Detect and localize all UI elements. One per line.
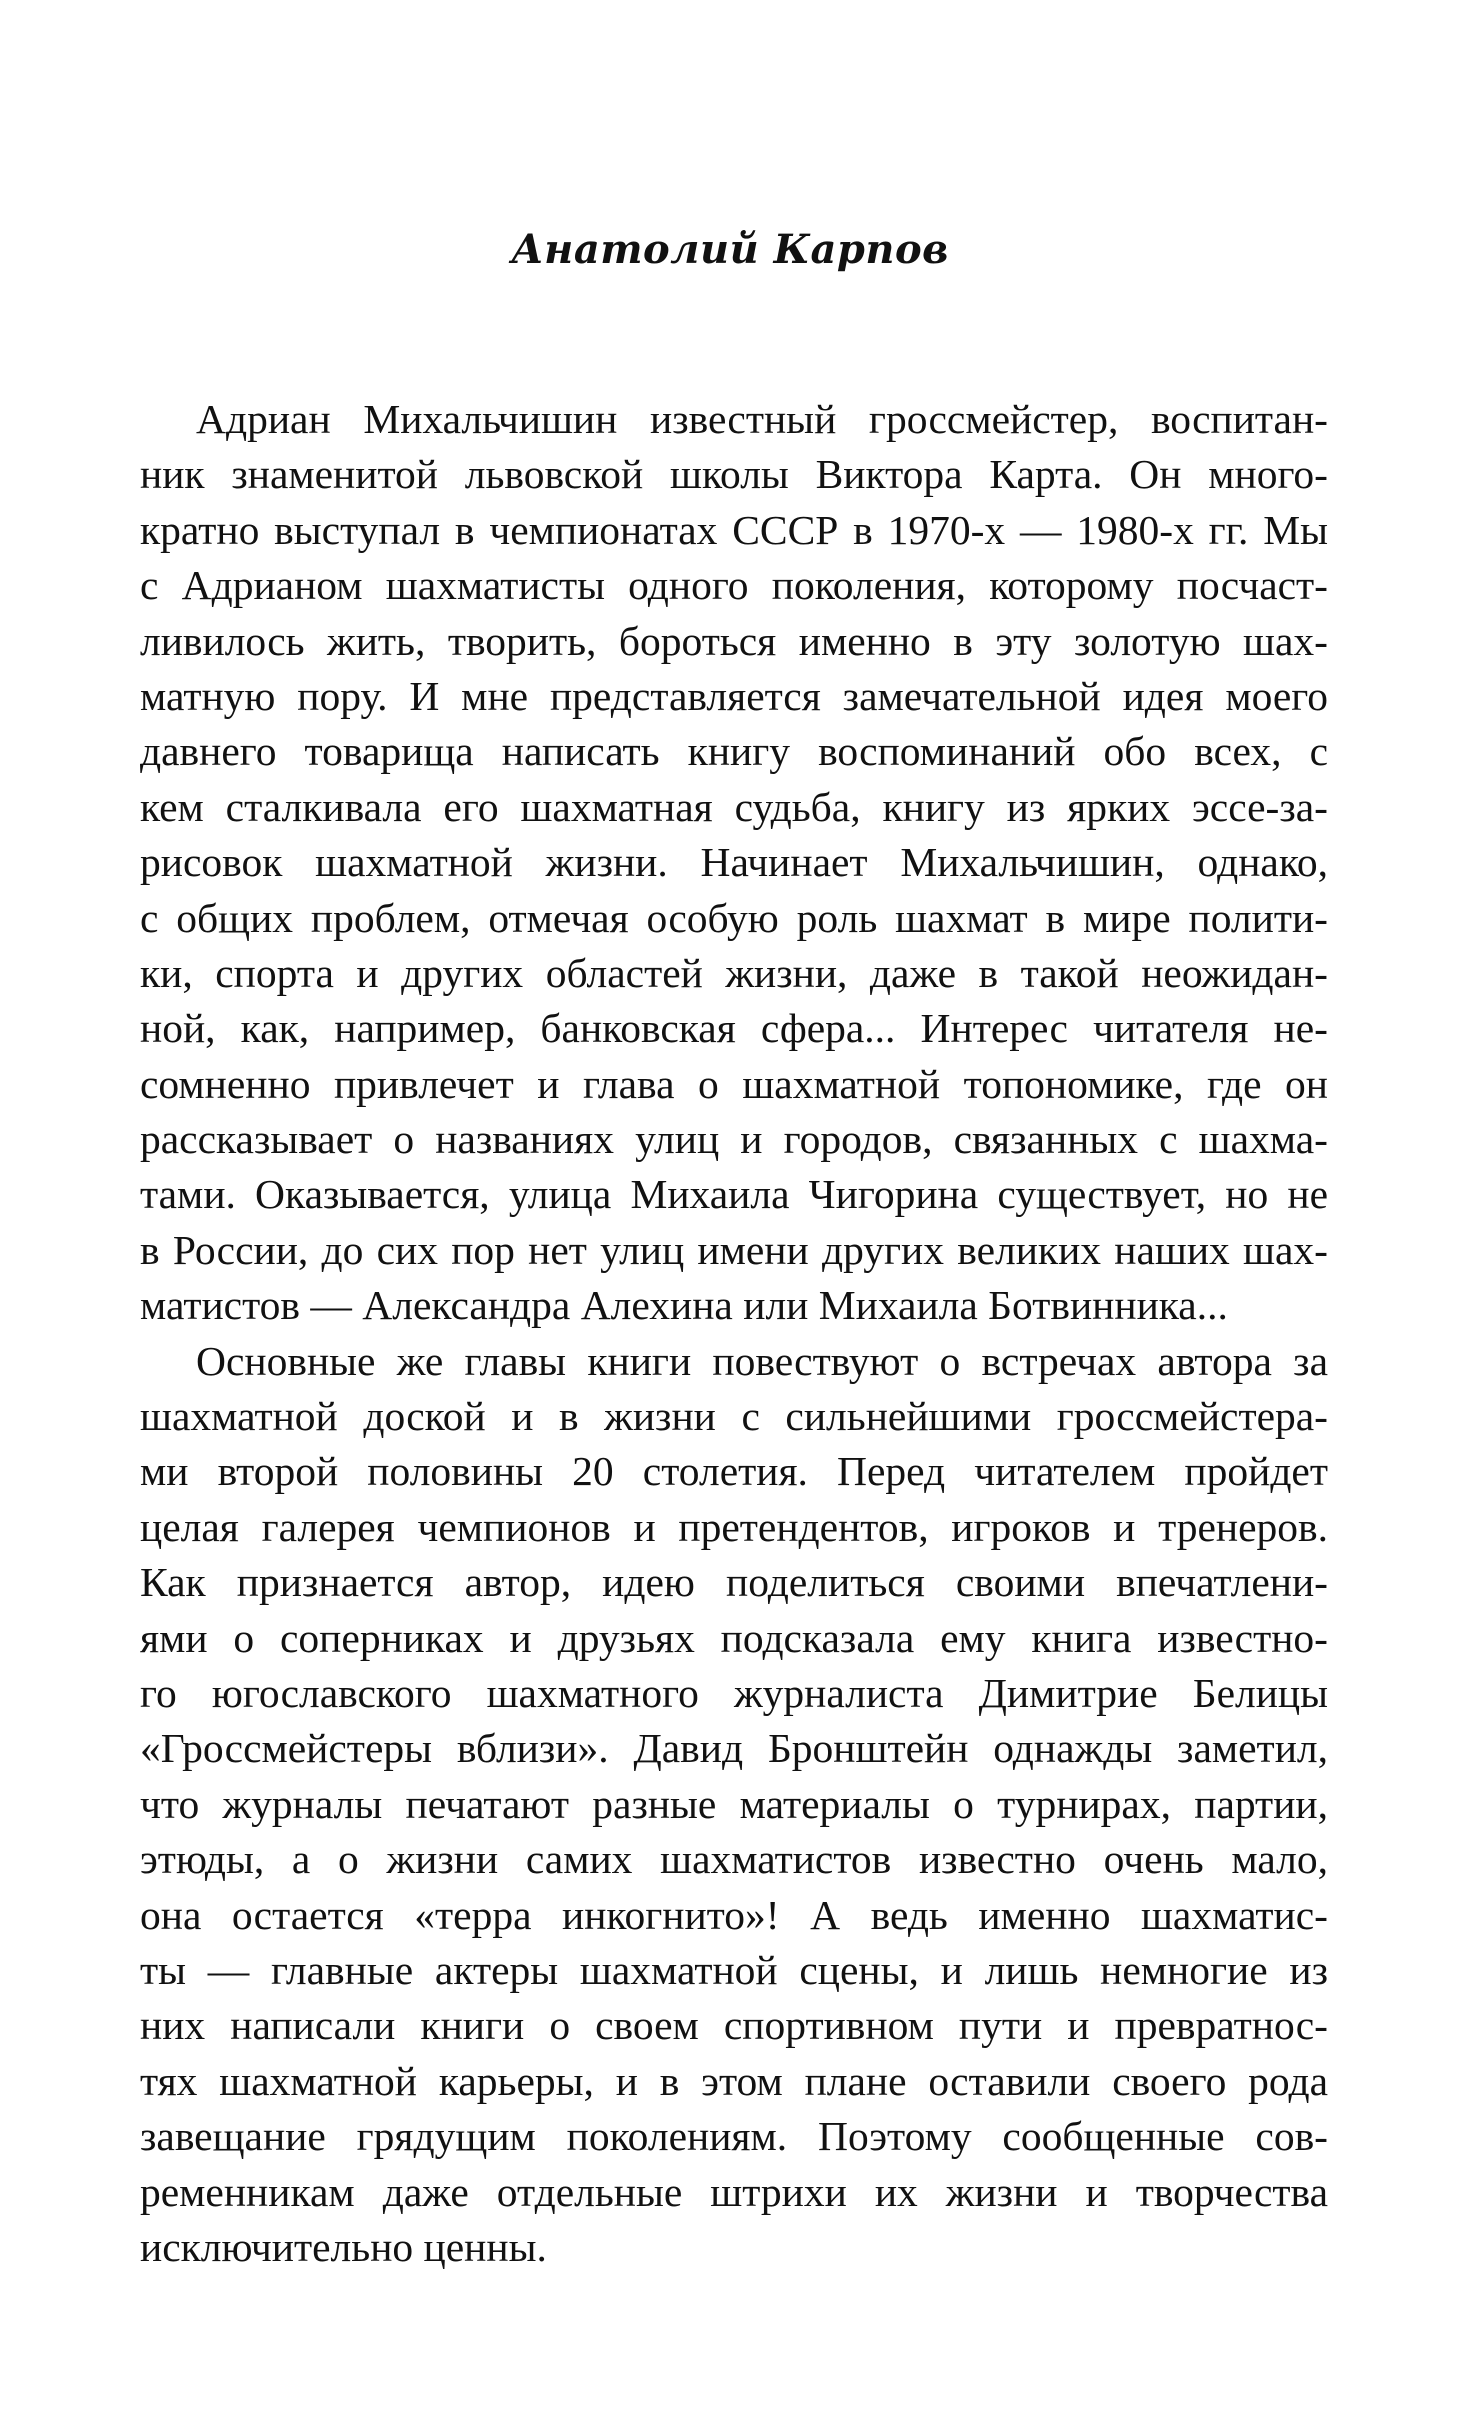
text-line: них написали книги о своем спортивном пути и превратнос- [140, 2002, 1328, 2049]
foreword-text [140, 392, 1328, 2275]
text-line: завещание грядущим поколениям. Поэтому сообщенные сов- [140, 2113, 1328, 2160]
text-line: ки, спорта и других областей жизни, даже в такой неожидан- [140, 949, 1328, 996]
text-line: Адриан Михальчишин известный гроссмейстер, воспитан- [196, 396, 1328, 442]
text-line: ник знаменитой львовской школы Виктора Карта. Он много- [140, 451, 1328, 498]
text-line: исключительно ценны. [140, 2223, 547, 2270]
text-line: шахматной доской и в жизни с сильнейшими гроссмейстера- [140, 1393, 1328, 1440]
text-line: ной, как, например, банковская сфера... Интерес читателя не- [140, 1005, 1328, 1052]
text-line: целая галерея чемпионов и претендентов, игроков и тренеров. [140, 1503, 1328, 1550]
page-heading-author: Анатолий Карпов [511, 226, 949, 273]
text-line: тях шахматной карьеры, и в этом плане оставили своего рода [140, 2057, 1328, 2104]
text-line: она остается «терра инкогнито»! А ведь именно шахматис- [140, 1891, 1328, 1938]
text-line: рисовок шахматной жизни. Начинает Михальчишин, однако, [140, 839, 1328, 886]
text-line: Основные же главы книги повествуют о встречах автора за [196, 1337, 1328, 1384]
text-line: кратно выступал в чемпионатах СССР в 1970-х — 1980-х гг. Мы [140, 506, 1328, 553]
text-line: этюды, а о жизни самих шахматистов известно очень мало, [140, 1836, 1328, 1883]
text-line: ями о соперниках и друзьях подсказала ему книга известно- [140, 1614, 1328, 1661]
text-line: матную пору. И мне представляется замечательной идея моего [140, 672, 1328, 719]
text-line: го югославского шахматного журналиста Димитрие Белицы [140, 1669, 1328, 1716]
text-line: рассказывает о названиях улиц и городов, связанных с шахма- [140, 1116, 1328, 1163]
text-line: Как признается автор, идею поделиться своими впечатлени- [140, 1559, 1328, 1606]
text-line: сомненно привлечет и глава о шахматной топономике, где он [140, 1060, 1328, 1107]
text-line: ты — главные актеры шахматной сцены, и лишь немногие из [140, 1946, 1328, 1993]
text-line: матистов — Александра Алехина или Михаила Ботвинника... [140, 1282, 1228, 1329]
text-line: давнего товарища написать книгу воспоминаний обо всех, с [140, 728, 1328, 775]
text-line: в России, до сих пор нет улиц имени других великих наших шах- [140, 1226, 1328, 1273]
paragraph [140, 1334, 1328, 2276]
text-line: кем сталкивала его шахматная судьба, книгу из ярких эссе-за- [140, 783, 1328, 830]
text-line: с общих проблем, отмечая особую роль шахмат в мире полити- [140, 894, 1328, 941]
paragraph [140, 392, 1328, 1334]
text-line: ливилось жить, творить, бороться именно в эту золотую шах- [140, 617, 1328, 664]
text-line: что журналы печатают разные материалы о турнирах, партии, [140, 1780, 1328, 1827]
text-line: «Гроссмейстеры вблизи». Давид Бронштейн однажды заметил, [140, 1725, 1328, 1772]
text-line: с Адрианом шахматисты одного поколения, которому посчаст- [140, 562, 1328, 609]
text-line: ременникам даже отдельные штрихи их жизни и творчества [140, 2168, 1328, 2215]
text-line: тами. Оказывается, улица Михаила Чигорина существует, но не [140, 1171, 1328, 1218]
text-line: ми второй половины 20 столетия. Перед читателем пройдет [140, 1448, 1328, 1495]
